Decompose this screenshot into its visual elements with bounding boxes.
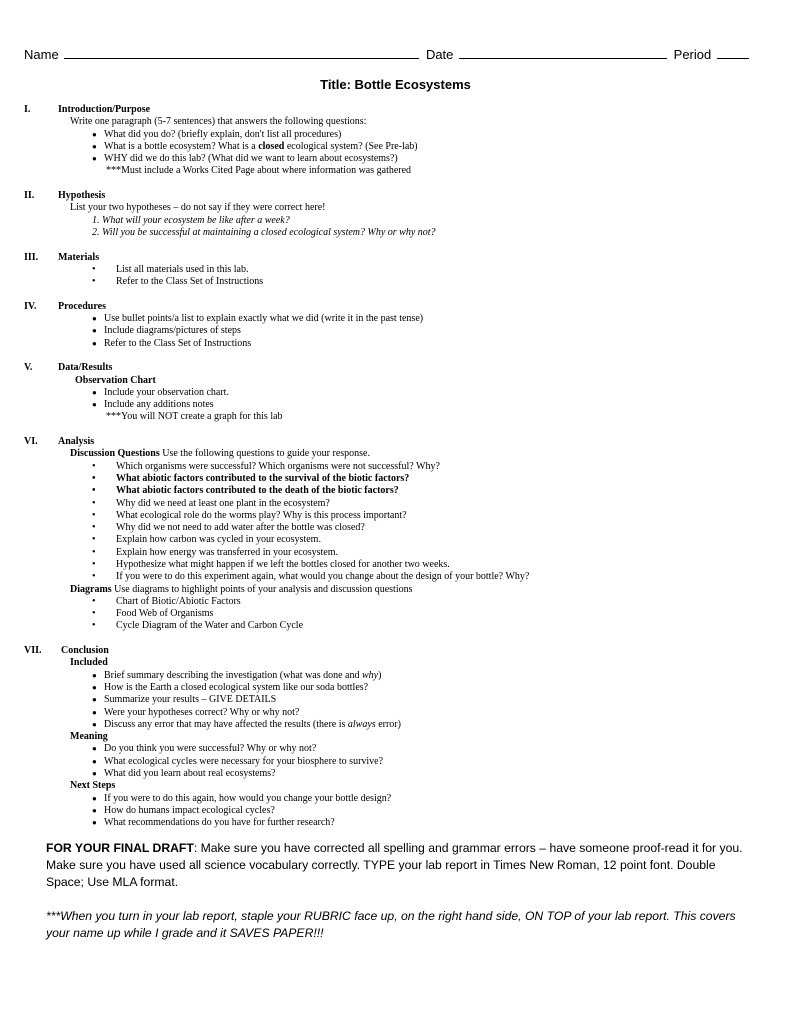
bullet-icon: ● [92,670,97,680]
list-item [24,719,764,731]
bullet-icon: • [92,534,96,546]
bullet-icon: ● [92,695,97,705]
section-procedures [24,301,764,350]
date-label: Date [425,47,454,62]
section-number: V. [24,362,33,374]
section-number: II. [24,190,35,202]
section-heading [24,645,764,657]
section-number: VII. [24,645,42,657]
section-number: I. [24,104,31,115]
item-text: What ecological cycles were necessary for your biosphere to survive? [104,755,384,767]
bullet-icon: ● [92,314,97,324]
item-text: What recommendations do you have for further research? [104,817,335,829]
list-item [24,153,764,165]
section-heading [24,301,764,313]
bullet-icon: ● [92,793,97,803]
item-text: Chart of Biotic/Abiotic Factors [116,595,241,607]
date-blank[interactable] [459,46,667,59]
bullet-icon: ● [92,400,97,410]
section-lead: Write one paragraph (5-7 sentences) that answers the following questions: [70,116,367,128]
report-outline [24,104,764,842]
subsection-heading: Observation Chart [75,374,156,386]
subsection-heading: Included [70,657,108,669]
bullet-icon: • [92,276,96,288]
item-text: Refer to the Class Set of Instructions [116,276,264,288]
list-item [24,264,764,276]
final-draft-paragraph [46,840,756,891]
bullet-icon: ● [92,154,97,164]
list-item [24,559,764,571]
item-text: Include your observation chart. [104,386,229,398]
final-draft-instructions [46,840,756,959]
list-item [24,694,764,706]
rubric-note: ***When you turn in your lab report, staple your RUBRIC face up, on the right hand side, ON TOP of your lab report. This covers your name up while I grade and it SAVES PAPER!!! [46,909,736,940]
section-heading [24,252,764,264]
section-title: Conclusion [61,645,109,657]
item-text: What did you do? (briefly explain, don't list all procedures) [104,128,342,140]
list-item [24,596,764,608]
bullet-icon: • [92,571,96,583]
bullet-icon: • [92,608,96,620]
subsection-heading: Discussion Questions [70,448,160,460]
section-title: Hypothesis [58,190,106,202]
name-blank[interactable] [64,46,419,59]
section-introduction [24,104,764,178]
list-item [24,768,764,780]
list-item [24,129,764,141]
section-number: IV. [24,300,37,312]
list-item [24,571,764,583]
subsection-lead: Use the following questions to guide your response. [159,448,370,460]
list-item [24,756,764,768]
item-text: List all materials used in this lab. [116,263,249,275]
list-item [24,498,764,510]
list-item [24,338,764,350]
bullet-icon: ● [92,707,97,717]
bullet-icon: ● [92,769,97,779]
section-heading [24,436,764,448]
section-heading [24,362,764,374]
item-emphasis: closed [258,140,285,152]
item-text: How is the Earth a closed ecological system like our soda bottles? [104,681,369,693]
header-fields [24,46,744,64]
section-title: Analysis [58,436,95,448]
bullet-icon: ● [92,141,97,151]
bullet-icon: • [92,595,96,607]
final-draft-text: : Make sure you have corrected all spelling and grammar errors – have someone proof-read it for you. Make sure you have used all science vocabulary correctly. TYPE your lab report in Times New Roman, 12 point font. Double Space; Use MLA format. [46,841,743,889]
list-item [24,461,764,473]
section-heading [24,190,764,202]
list-item [24,682,764,694]
bullet-icon: ● [92,129,97,139]
item-text: How do humans impact ecological cycles? [104,804,275,816]
item-text: If you were to do this experiment again, what would you change about the design of your bottle? Why? [116,571,530,583]
item-text: Food Web of Organisms [116,608,214,620]
bullet-icon: ● [92,719,97,729]
section-materials [24,252,764,289]
bullet-icon: • [92,546,96,558]
item-text: Summarize your results – GIVE DETAILS [104,694,277,706]
bullet-icon: • [92,620,96,632]
item-text: What did you learn about real ecosystems? [104,768,276,780]
section-number: VI. [24,436,38,448]
bullet-icon: ● [92,818,97,828]
section-title: Materials [58,251,100,263]
section-conclusion [24,645,764,829]
item-text: If you were to do this again, how would you change your bottle design? [104,792,392,804]
item-text: What is a bottle ecosystem? What is a [104,140,259,152]
list-item [24,387,764,399]
list-item: 1. What will your ecosystem be like after a week? [92,214,290,226]
item-text-rest: ) [378,669,382,681]
bullet-icon: ● [92,387,97,397]
section-analysis [24,436,764,633]
item-text: What ecological role do the worms play? Why is this process important? [116,509,407,521]
list-item [24,325,764,337]
item-text: Explain how carbon was cycled in your ecosystem. [116,534,321,546]
list-item [24,141,764,153]
item-text: Hypothesize what might happen if we left the bottles closed for another two weeks. [116,558,450,570]
item-text-rest: error) [375,718,401,730]
item-emphasis: why [362,669,379,681]
item-text: Why did we not need to add water after the bottle was closed? [116,522,365,534]
list-item [24,793,764,805]
item-text: Include any additions notes [104,399,214,411]
subsection-heading: Diagrams [70,583,112,595]
bullet-icon: • [92,263,96,275]
item-emphasis: always [347,718,376,730]
list-item [24,522,764,534]
period-label: Period [673,47,712,62]
bullet-icon: • [92,522,96,534]
bullet-icon: ● [92,682,97,692]
item-text: Brief summary describing the investigation (what was done and [104,669,362,681]
list-item [24,313,764,325]
discussion-lead [24,448,764,460]
final-draft-heading: FOR YOUR FINAL DRAFT [46,841,194,855]
item-text: Do you think you were successful? Why or why not? [104,743,317,755]
item-text: Why did we need at least one plant in the ecosystem? [116,497,330,509]
page-title: Title: Bottle Ecosystems [320,77,471,92]
bullet-icon: ● [92,805,97,815]
section-title: Procedures [58,300,106,312]
period-blank[interactable] [717,46,749,59]
item-text: Refer to the Class Set of Instructions [104,337,252,349]
bullet-icon: • [92,485,96,497]
name-label: Name [24,47,59,62]
bullet-icon: • [92,558,96,570]
bullet-icon: • [92,509,96,521]
section-number: III. [24,251,39,263]
item-text: Were your hypotheses correct? Why or why not? [104,706,300,718]
list-item: 2. Will you be successful at maintaining a closed ecological system? Why or why not? [92,226,436,238]
subsection-heading: Meaning [70,731,108,743]
item-text-rest: ecological system? (See Pre-lab) [284,140,418,152]
list-item [24,534,764,546]
list-item [24,473,764,485]
bullet-icon: • [92,460,96,472]
bullet-icon: ● [92,756,97,766]
list-item [24,608,764,620]
item-text: WHY did we do this lab? (What did we want to learn about ecosystems?) [104,153,398,165]
list-item [24,670,764,682]
item-text: Explain how energy was transferred in your ecosystem. [116,546,338,558]
section-note: ***Must include a Works Cited Page about where information was gathered [106,165,412,177]
list-item [24,817,764,829]
section-note: ***You will NOT create a graph for this lab [106,411,283,423]
list-item [24,547,764,559]
item-text: What abiotic factors contributed to the survival of the biotic factors? [116,472,410,484]
list-item [24,620,764,632]
section-hypothesis [24,190,764,239]
list-item [24,743,764,755]
bullet-icon: ● [92,326,97,336]
bullet-icon: ● [92,338,97,348]
list-item [24,707,764,719]
section-lead: List your two hypotheses – do not say if they were correct here! [70,202,326,214]
list-item [24,276,764,288]
section-heading [24,104,764,116]
item-text: Include diagrams/pictures of steps [104,325,241,337]
item-text: Discuss any error that may have affected the results (there is [104,718,348,730]
subsection-heading: Next Steps [70,780,116,792]
bullet-icon: ● [92,744,97,754]
item-text: What abiotic factors contributed to the death of the biotic factors? [116,485,399,497]
list-item [24,510,764,522]
bullet-icon: • [92,472,96,484]
item-text: Cycle Diagram of the Water and Carbon Cycle [116,620,304,632]
list-item [24,805,764,817]
list-item [24,399,764,411]
section-title: Data/Results [58,362,113,374]
subsection-lead: Use diagrams to highlight points of your analysis and discussion questions [111,583,413,595]
section-data-results [24,362,764,423]
section-title: Introduction/Purpose [58,104,151,115]
list-item [24,485,764,497]
item-text: Which organisms were successful? Which organisms were not successful? Why? [116,460,440,472]
diagrams-lead [24,584,764,596]
bullet-icon: • [92,497,96,509]
item-text: Use bullet points/a list to explain exactly what we did (write it in the past tense) [104,313,424,325]
